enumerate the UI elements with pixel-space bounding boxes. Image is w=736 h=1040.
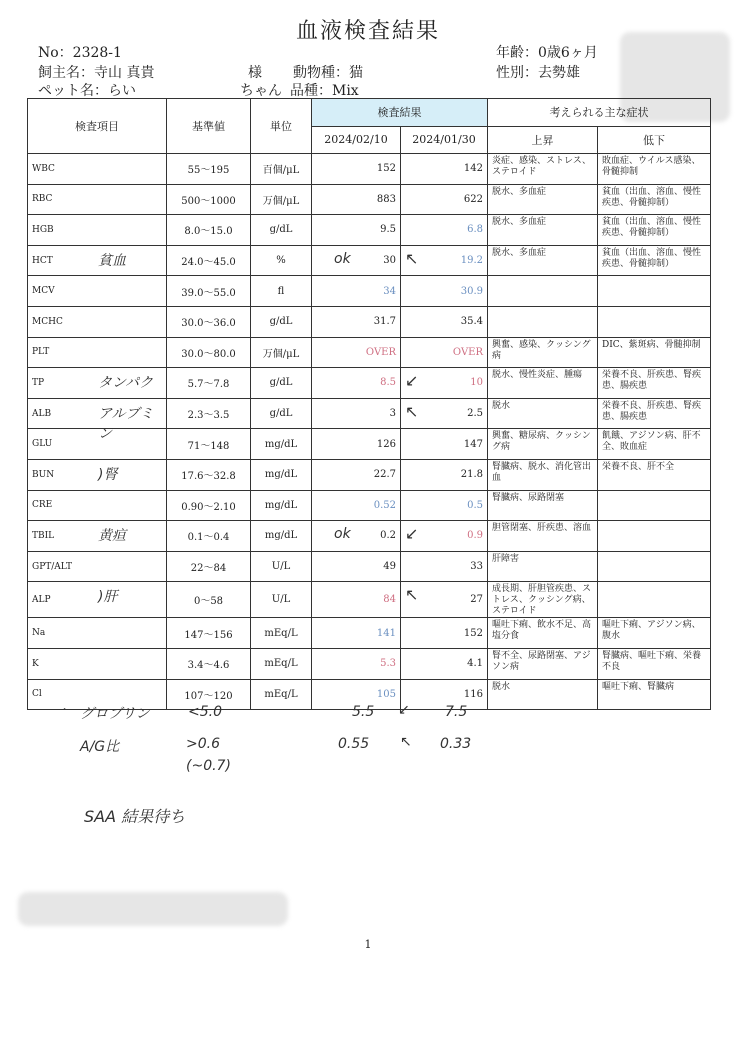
species: 動物種：猫	[293, 65, 363, 81]
result-date1	[312, 648, 401, 679]
table-row	[28, 154, 711, 185]
redacted-area	[18, 892, 288, 926]
symptom-increase: 脱水、多血症	[488, 184, 598, 215]
symptom-increase: 炎症、感染、ストレス、ステロイド	[488, 154, 598, 185]
item-name-text: GLU	[32, 439, 53, 450]
value: 0.52	[373, 499, 396, 511]
value: 34	[383, 285, 396, 297]
value: 141	[376, 627, 396, 639]
item-name-text: CRE	[32, 500, 53, 511]
item-name	[28, 618, 167, 649]
ag-ratio-reference-note: (~0.7)	[186, 758, 231, 774]
handwritten-ok: ok	[334, 526, 351, 543]
handwritten-note: )腎	[98, 466, 118, 483]
item-name	[28, 521, 167, 552]
item-name-text: TP	[32, 377, 45, 388]
result-date2	[401, 618, 488, 649]
value: 27	[470, 594, 483, 606]
symptom-decrease: 嘔吐下痢、腎臓病	[598, 679, 711, 710]
handwritten-note: タンパク	[98, 375, 154, 392]
result-date1	[312, 154, 401, 185]
header-item: 検査項目	[28, 99, 167, 154]
symptom-decrease: 腎臓病、嘔吐下痢、栄養不良	[598, 648, 711, 679]
item-name	[28, 490, 167, 521]
result-date1	[312, 582, 401, 618]
value: 152	[376, 163, 396, 175]
header-decrease: 低下	[598, 126, 711, 154]
symptom-increase: 腎不全、尿路閉塞、アジソン病	[488, 648, 598, 679]
unit: g/dL	[251, 368, 312, 399]
arrow-icon: ↖	[405, 401, 419, 421]
symptom-increase: 成長期、肝胆管疾患、ストレス、クッシング病、ステロイド	[488, 582, 598, 618]
item-name	[28, 215, 167, 246]
symptom-decrease	[598, 490, 711, 521]
result-date2	[401, 582, 488, 618]
value: 35.4	[460, 316, 483, 328]
handwritten-note: )肝	[98, 589, 118, 606]
result-date1	[312, 521, 401, 552]
reference-range: 147～156	[167, 618, 251, 649]
table-row	[28, 306, 711, 337]
reference-range: 8.0～15.0	[167, 215, 251, 246]
result-date2	[401, 490, 488, 521]
result-date1	[312, 429, 401, 460]
value: 21.8	[460, 469, 483, 481]
symptom-decrease	[598, 521, 711, 552]
reference-range: 5.7～7.8	[167, 368, 251, 399]
value: 49	[383, 561, 396, 573]
header-symptoms: 考えられる主な症状	[488, 99, 711, 127]
item-name	[28, 429, 167, 460]
result-date1	[312, 459, 401, 490]
value: 19.2	[460, 255, 483, 267]
unit: 百個/μL	[251, 154, 312, 185]
symptom-decrease	[598, 551, 711, 582]
symptom-increase: 興奮、糖尿病、クッシング病	[488, 429, 598, 460]
result-date1	[312, 618, 401, 649]
unit: U/L	[251, 582, 312, 618]
table-row	[28, 551, 711, 582]
reference-range: 0.90～2.10	[167, 490, 251, 521]
item-name-text: HGB	[32, 224, 54, 235]
value: 883	[376, 193, 396, 205]
value: 0.9	[467, 530, 483, 542]
pet-suffix: ちゃん	[240, 83, 282, 99]
item-name	[28, 398, 167, 442]
result-date2	[401, 154, 488, 185]
document-title: 血液検査結果	[295, 19, 440, 44]
globulin-reference: <5.0	[188, 704, 222, 720]
symptom-increase: 腎臓病、脱水、消化管出血	[488, 459, 598, 490]
result-date2	[401, 215, 488, 246]
item-name	[28, 245, 167, 276]
saa-note: SAA 結果待ち	[84, 807, 186, 826]
value: 30	[383, 255, 396, 267]
value: 31.7	[373, 316, 396, 328]
symptom-increase: 胆管閉塞、肝疾患、溶血	[488, 521, 598, 552]
item-name-text: HCT	[32, 255, 53, 266]
reference-range: 0～58	[167, 582, 251, 618]
result-date2	[401, 429, 488, 460]
value: 152	[463, 627, 483, 639]
symptom-decrease: 貧血（出血、溶血、慢性疾患、骨髄抑制）	[598, 245, 711, 276]
item-name-text: ALB	[32, 408, 52, 419]
reference-range: 55～195	[167, 154, 251, 185]
symptom-increase: 脱水、多血症	[488, 215, 598, 246]
reference-range: 0.1～0.4	[167, 521, 251, 552]
reference-range: 39.0～55.0	[167, 276, 251, 307]
item-name-text: BUN	[32, 469, 55, 480]
result-date1	[312, 398, 401, 429]
owner-suffix: 様	[248, 65, 262, 81]
reference-range: 30.0～36.0	[167, 306, 251, 337]
item-name-text: GPT/ALT	[32, 561, 73, 572]
unit: mEq/L	[251, 648, 312, 679]
result-date2	[401, 521, 488, 552]
reference-range: 22～84	[167, 551, 251, 582]
header-reference: 基準値	[167, 99, 251, 154]
result-date2	[401, 306, 488, 337]
table-row	[28, 398, 711, 429]
unit: mg/dL	[251, 521, 312, 552]
globulin-value1: 5.5	[352, 704, 375, 720]
unit: mg/dL	[251, 459, 312, 490]
result-date1	[312, 551, 401, 582]
item-name-text: PLT	[32, 347, 50, 358]
item-name	[28, 184, 167, 215]
table-row	[28, 459, 711, 490]
table-row	[28, 276, 711, 307]
unit: 万個/μL	[251, 184, 312, 215]
arrow-icon: ↖	[400, 734, 412, 750]
table-row	[28, 337, 711, 368]
unit: g/dL	[251, 398, 312, 429]
symptom-increase: 腎臓病、尿路閉塞	[488, 490, 598, 521]
unit: 万個/μL	[251, 337, 312, 368]
symptom-decrease	[598, 306, 711, 337]
unit: %	[251, 245, 312, 276]
value: 4.1	[467, 658, 483, 670]
header-results: 検査結果	[312, 99, 488, 127]
age: 年齢：0歳6ヶ月	[496, 45, 598, 61]
unit: mEq/L	[251, 618, 312, 649]
unit: mg/dL	[251, 490, 312, 521]
globulin-label: グロブリン	[80, 706, 150, 722]
reference-range: 107～120	[167, 679, 251, 710]
symptom-decrease: 栄養不良、肝疾患、腎疾患、腸疾患	[598, 368, 711, 399]
symptom-increase	[488, 276, 598, 307]
reference-range: 500～1000	[167, 184, 251, 215]
item-name-text: Cl	[32, 689, 42, 700]
header-increase: 上昇	[488, 126, 598, 154]
arrow-icon: ↙	[398, 702, 410, 718]
page-number: 1	[364, 938, 372, 951]
symptom-increase: 興奮、感染、クッシング病	[488, 337, 598, 368]
arrow-icon: ↖	[405, 248, 419, 268]
result-date2	[401, 459, 488, 490]
item-name-text: MCV	[32, 286, 55, 297]
result-date1	[312, 184, 401, 215]
value: 622	[463, 193, 483, 205]
result-date2	[401, 679, 488, 710]
symptom-decrease: DIC、紫斑病、骨髄抑制	[598, 337, 711, 368]
result-date1	[312, 490, 401, 521]
value: 22.7	[373, 469, 396, 481]
unit: U/L	[251, 551, 312, 582]
ag-ratio-reference: >0.6	[186, 736, 220, 752]
owner-name: 飼主名：寺山 真貴	[38, 65, 155, 81]
symptom-increase: 脱水	[488, 679, 598, 710]
value: 142	[463, 163, 483, 175]
result-date2	[401, 184, 488, 215]
symptom-increase	[488, 306, 598, 337]
table-row	[28, 245, 711, 276]
result-date2	[401, 337, 488, 368]
header-date1: 2024/02/10	[312, 126, 401, 154]
table-row	[28, 368, 711, 399]
item-name	[28, 551, 167, 582]
arrow-icon: ↖	[405, 585, 419, 605]
result-date2	[401, 368, 488, 399]
table-row	[28, 215, 711, 246]
unit: g/dL	[251, 306, 312, 337]
value: 2.5	[467, 408, 483, 420]
result-date1	[312, 276, 401, 307]
value: 9.5	[380, 224, 396, 236]
value: 33	[470, 561, 483, 573]
symptom-increase: 脱水、多血症	[488, 245, 598, 276]
result-date2	[401, 245, 488, 276]
value: 6.8	[467, 224, 483, 236]
item-name	[28, 276, 167, 307]
reference-range: 71～148	[167, 429, 251, 460]
pet-name: ペット名：らい	[38, 83, 136, 99]
table-row	[28, 521, 711, 552]
symptom-decrease: 貧血（出血、溶血、慢性疾患、骨髄抑制）	[598, 215, 711, 246]
value: 116	[463, 688, 483, 700]
symptom-increase: 脱水	[488, 398, 598, 429]
value: OVER	[452, 346, 483, 358]
symptom-decrease: 嘔吐下痢、アジソン病、腹水	[598, 618, 711, 649]
ag-ratio-value1: 0.55	[338, 736, 370, 752]
handwritten-note: 黄疸	[98, 528, 126, 545]
item-name-text: WBC	[32, 163, 55, 174]
header-unit: 単位	[251, 99, 312, 154]
reference-range: 24.0～45.0	[167, 245, 251, 276]
handwritten-note: アルブミン	[98, 405, 154, 442]
item-name	[28, 154, 167, 185]
item-name	[28, 337, 167, 368]
item-name-text: TBIL	[32, 530, 55, 541]
result-date1	[312, 306, 401, 337]
record-number: No：2328-1	[38, 45, 122, 61]
globulin-value2: 7.5	[445, 704, 468, 720]
arrow-icon: ↙	[405, 524, 419, 544]
value: 3	[389, 408, 396, 420]
handwritten-note: 貧血	[98, 252, 126, 269]
item-name-text: MCHC	[32, 316, 63, 327]
result-date1	[312, 368, 401, 399]
item-name-text: ALP	[32, 594, 51, 605]
sex: 性別：去勢雄	[496, 65, 580, 81]
symptom-decrease: 貧血（出血、溶血、慢性疾患、骨髄抑制）	[598, 184, 711, 215]
result-date2	[401, 276, 488, 307]
table-row	[28, 582, 711, 618]
item-name-text: Na	[32, 628, 46, 639]
symptom-decrease: 栄養不良、肝疾患、腎疾患、腸疾患	[598, 398, 711, 429]
table-row	[28, 429, 711, 460]
symptom-increase: 嘔吐下痢、飲水不足、高塩分食	[488, 618, 598, 649]
symptom-decrease	[598, 276, 711, 307]
item-name-text: RBC	[32, 194, 53, 205]
result-date1	[312, 215, 401, 246]
symptom-increase: 肝障害	[488, 551, 598, 582]
item-name	[28, 459, 167, 490]
symptom-decrease: 飢餓、アジソン病、肝不全、敗血症	[598, 429, 711, 460]
handwritten-ok: ok	[334, 250, 351, 267]
result-date2	[401, 648, 488, 679]
symptom-increase: 脱水、慢性炎症、腫瘍	[488, 368, 598, 399]
symptom-decrease	[598, 582, 711, 618]
value: 8.5	[380, 377, 396, 389]
item-name-text: K	[32, 658, 39, 669]
result-date1	[312, 337, 401, 368]
reference-range: 3.4～4.6	[167, 648, 251, 679]
ag-ratio-value2: 0.33	[440, 736, 472, 752]
result-date1	[312, 245, 401, 276]
reference-range: 17.6～32.8	[167, 459, 251, 490]
value: 5.3	[380, 658, 396, 670]
arrow-icon: ↙	[405, 371, 419, 391]
unit: mg/dL	[251, 429, 312, 460]
unit: g/dL	[251, 215, 312, 246]
item-name	[28, 368, 167, 399]
item-name	[28, 648, 167, 679]
value: 105	[376, 688, 396, 700]
reference-range: 2.3～3.5	[167, 398, 251, 429]
table-row	[28, 490, 711, 521]
reference-range: 30.0～80.0	[167, 337, 251, 368]
value: 30.9	[460, 285, 483, 297]
symptom-decrease: 栄養不良、肝不全	[598, 459, 711, 490]
ag-ratio-label: A/G比	[80, 739, 120, 755]
value: 10	[470, 377, 483, 389]
result-date2	[401, 551, 488, 582]
value: 126	[376, 438, 396, 450]
table-row	[28, 618, 711, 649]
unit: mEq/L	[251, 679, 312, 710]
header-date2: 2024/01/30	[401, 126, 488, 154]
symptom-decrease: 敗血症、ウイルス感染、骨髄抑制	[598, 154, 711, 185]
table-row	[28, 184, 711, 215]
value: 147	[463, 438, 483, 450]
unit: fl	[251, 276, 312, 307]
breed: 品種：Mix	[290, 83, 359, 99]
result-date2	[401, 398, 488, 429]
value: 0.2	[380, 530, 396, 542]
blood-test-table	[27, 98, 711, 710]
value: 0.5	[467, 499, 483, 511]
table-row	[28, 648, 711, 679]
item-name	[28, 306, 167, 337]
value: 84	[383, 594, 396, 606]
item-name	[28, 582, 167, 618]
value: OVER	[365, 346, 396, 358]
